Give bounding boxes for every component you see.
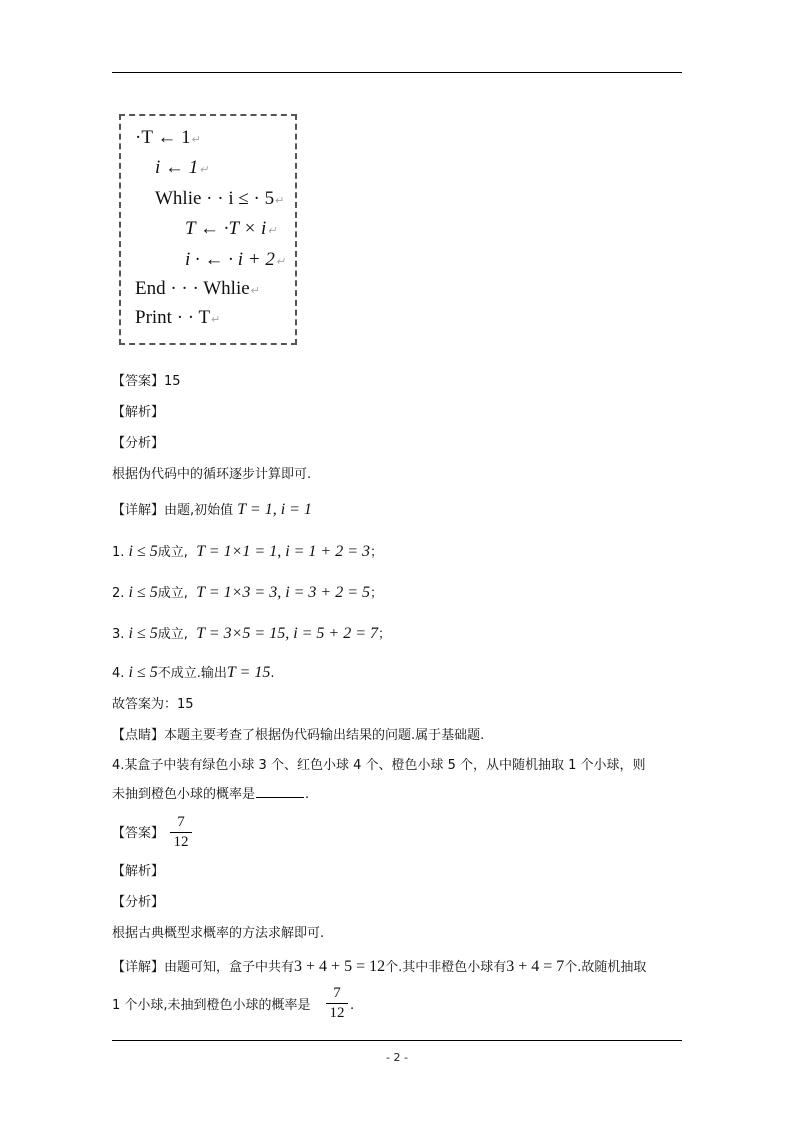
answer-blank — [256, 785, 304, 798]
comment-q3: 【点睛】本题主要考查了根据伪代码输出结果的问题.属于基础题. — [112, 728, 485, 743]
step-2: 2. i ≤ 5成立, T = 1×3 = 3, i = 3 + 2 = 5； — [112, 584, 384, 601]
question-4-line-1: 4.某盒子中装有绿色小球 3 个、红色小球 4 个、橙色小球 5 个，从中随机抽取 1 个小球，则 — [112, 758, 646, 773]
detail-q3: 【详解】由题,初始值 T = 1, i = 1 — [112, 501, 312, 518]
answer-q4-label: 【答案】 — [112, 826, 165, 841]
fenxi-label-q4: 【分析】 — [112, 895, 165, 910]
footer-rule — [112, 1040, 682, 1041]
fenxi-text-q3: 根据伪代码中的循环逐步计算即可. — [112, 467, 312, 482]
detail-q4-fraction: 7 12 — [326, 985, 348, 1022]
detail-q4-end: . — [350, 998, 355, 1013]
conclusion-q3: 故答案为：15 — [112, 697, 194, 712]
code-line-6: End · · · Whlie↵ — [135, 278, 260, 299]
page-number: - 2 - — [386, 1051, 408, 1064]
analysis-label-q4: 【解析】 — [112, 864, 165, 879]
code-line-5: i · ← · i + 2↵ — [185, 249, 286, 270]
analysis-label-q3: 【解析】 — [112, 405, 165, 420]
header-rule — [112, 72, 682, 73]
code-line-4: T ← ·T × i↵ — [185, 218, 277, 239]
fenxi-label-q3: 【分析】 — [112, 436, 165, 451]
code-line-2: i ← 1↵ — [155, 157, 209, 178]
step-3: 3. i ≤ 5成立, T = 3×5 = 15, i = 5 + 2 = 7； — [112, 625, 392, 642]
detail-q4-line-1: 【详解】由题可知，盒子中共有3 + 4 + 5 = 12个.其中非橙色小球有3 + 4 = 7个.故随机抽取 — [112, 958, 647, 975]
pseudocode-box — [119, 114, 297, 345]
code-line-3: Whlie · · i ≤ · 5↵ — [155, 188, 285, 209]
detail-q4-line-2: 1 个小球,未抽到橙色小球的概率是 — [112, 998, 311, 1013]
question-4-line-2: 未抽到橙色小球的概率是 . — [112, 787, 310, 802]
step-4: 4. i ≤ 5不成立.输出T = 15. — [112, 664, 275, 681]
answer-q4-fraction: 7 12 — [170, 814, 192, 851]
code-line-1: ·T ← 1↵ — [135, 127, 201, 148]
answer-q3: 【答案】15 — [112, 374, 181, 389]
step-1: 1. i ≤ 5成立, T = 1×1 = 1, i = 1 + 2 = 3； — [112, 543, 384, 560]
code-line-7: Print · · T↵ — [135, 307, 221, 328]
fenxi-text-q4: 根据古典概型求概率的方法求解即可. — [112, 926, 325, 941]
